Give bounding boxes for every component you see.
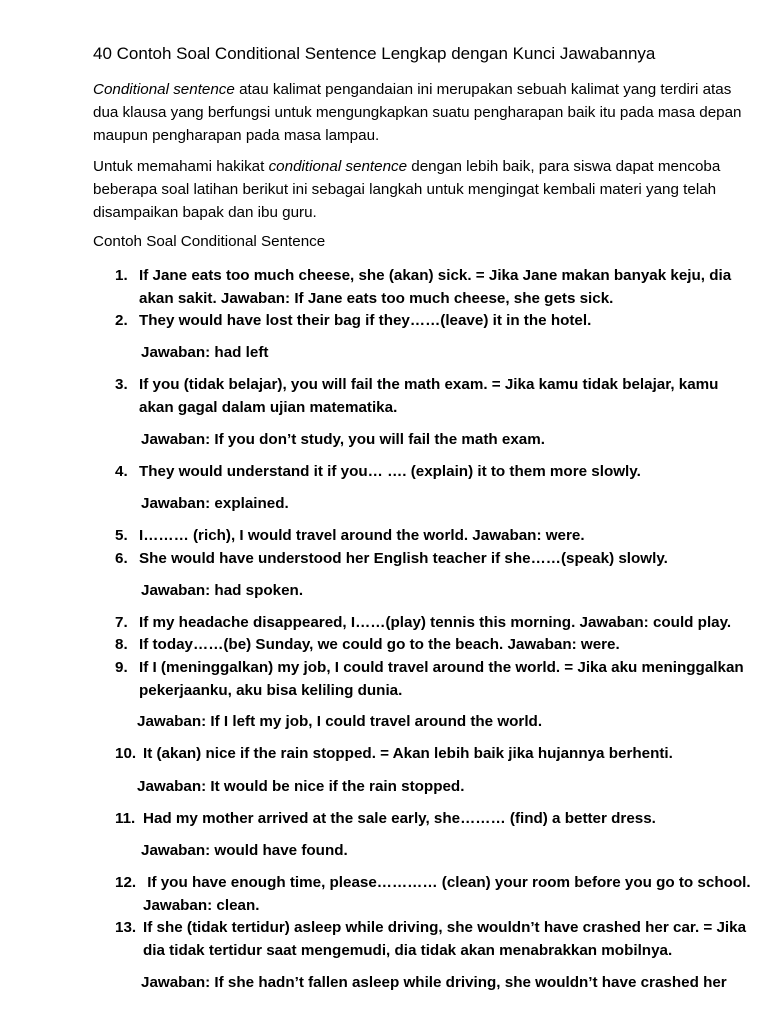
question-text: It (akan) nice if the rain stopped. = Akan lebih baik jika hujannya berhenti.	[143, 745, 673, 762]
question-number: 1.	[115, 267, 128, 284]
question-text: If my headache disappeared, I……(play) tennis this morning. Jawaban: could play.	[139, 614, 732, 631]
question-number: 9.	[115, 659, 128, 676]
question-number: 12.	[115, 874, 137, 891]
answer-line: Jawaban: If you don’t study, you will fail the math exam.	[141, 431, 545, 448]
question-text: She would have understood her English teacher if she……(speak) slowly.	[139, 550, 668, 567]
answer-line: Jawaban: If I left my job, I could travel around the world.	[137, 713, 543, 730]
intro-paragraph-2-text-a: Untuk memahami hakikat	[93, 158, 269, 175]
question-text: If you have enough time, please………… (clean) your room before you go to school. Jawaban: clean.	[143, 874, 768, 914]
question-item	[115, 742, 755, 765]
question-item	[115, 373, 755, 419]
question-number: 3.	[115, 376, 128, 393]
question-text: They would have lost their bag if they……(leave) it in the hotel.	[139, 312, 592, 329]
question-number: 5.	[115, 527, 128, 544]
question-item	[115, 524, 755, 547]
intro-paragraph-2	[93, 155, 753, 224]
answer-line: Jawaban: had left	[141, 344, 269, 361]
question-item	[115, 807, 755, 830]
question-item	[115, 547, 755, 570]
answer-line: Jawaban: It would be nice if the rain stopped.	[137, 778, 465, 795]
question-item	[115, 264, 755, 310]
question-text: If she (tidak tertidur) asleep while driving, she wouldn’t have crashed her car. = Jika dia tidak tertidur saat mengemudi, dia tidak akan menabrakkan mobilnya.	[143, 919, 747, 959]
answer-line: Jawaban: had spoken.	[141, 582, 304, 599]
question-number: 8.	[115, 636, 128, 653]
question-item	[115, 633, 755, 656]
section-heading: Contoh Soal Conditional Sentence	[93, 233, 326, 250]
question-item	[115, 611, 755, 634]
question-item	[115, 916, 755, 962]
intro-paragraph-1-text: atau kalimat pengandaian ini merupakan sebuah kalimat yang terdiri atas dua klausa yang berfungsi untuk mengungkapkan suatu pengharapan baik itu pada masa depan maupun pengharapan pada masa lampau.	[93, 81, 742, 144]
question-item	[115, 309, 755, 332]
question-text: They would understand it if you… …. (explain) it to them more slowly.	[139, 463, 641, 480]
question-text: If Jane eats too much cheese, she (akan) sick. = Jika Jane makan banyak keju, dia akan sakit. Jawaban: If Jane eats too much cheese, she gets sick.	[139, 267, 732, 307]
question-text: I……… (rich), I would travel around the world. Jawaban: were.	[139, 527, 585, 544]
intro-paragraph-2-text-b: dengan lebih baik, para siswa dapat mencoba beberapa soal latihan berikut ini sebagai langkah untuk mengingat kembali materi yang telah disampaikan bapak dan ibu guru.	[93, 158, 721, 221]
question-item	[115, 871, 768, 917]
question-text: If today……(be) Sunday, we could go to the beach. Jawaban: were.	[139, 636, 620, 653]
question-number: 2.	[115, 312, 128, 329]
question-number: 7.	[115, 614, 128, 631]
question-text: Had my mother arrived at the sale early, she……… (find) a better dress.	[143, 810, 656, 827]
question-item	[115, 460, 755, 483]
question-text: If you (tidak belajar), you will fail the math exam. = Jika kamu tidak belajar, kamu akan gagal dalam ujian matematika.	[139, 376, 719, 416]
question-number: 13.	[115, 919, 137, 936]
question-number: 4.	[115, 463, 128, 480]
intro-paragraph-1	[93, 78, 753, 147]
page-title: 40 Contoh Soal Conditional Sentence Lengkap dengan Kunci Jawabannya	[93, 44, 656, 63]
intro-paragraph-2-term: conditional sentence	[268, 158, 408, 175]
answer-line: Jawaban: would have found.	[141, 842, 348, 859]
question-number: 10.	[115, 745, 137, 762]
question-item	[115, 656, 755, 702]
answer-line: Jawaban: explained.	[141, 495, 289, 512]
question-number: 11.	[115, 810, 136, 827]
question-number: 6.	[115, 550, 128, 567]
answer-line: Jawaban: If she hadn’t fallen asleep while driving, she wouldn’t have crashed her	[141, 974, 727, 991]
intro-paragraph-1-term: Conditional sentence	[93, 81, 235, 98]
question-text: If I (meninggalkan) my job, I could travel around the world. = Jika aku meninggalkan pekerjaanku, aku bisa keliling dunia.	[139, 659, 744, 699]
